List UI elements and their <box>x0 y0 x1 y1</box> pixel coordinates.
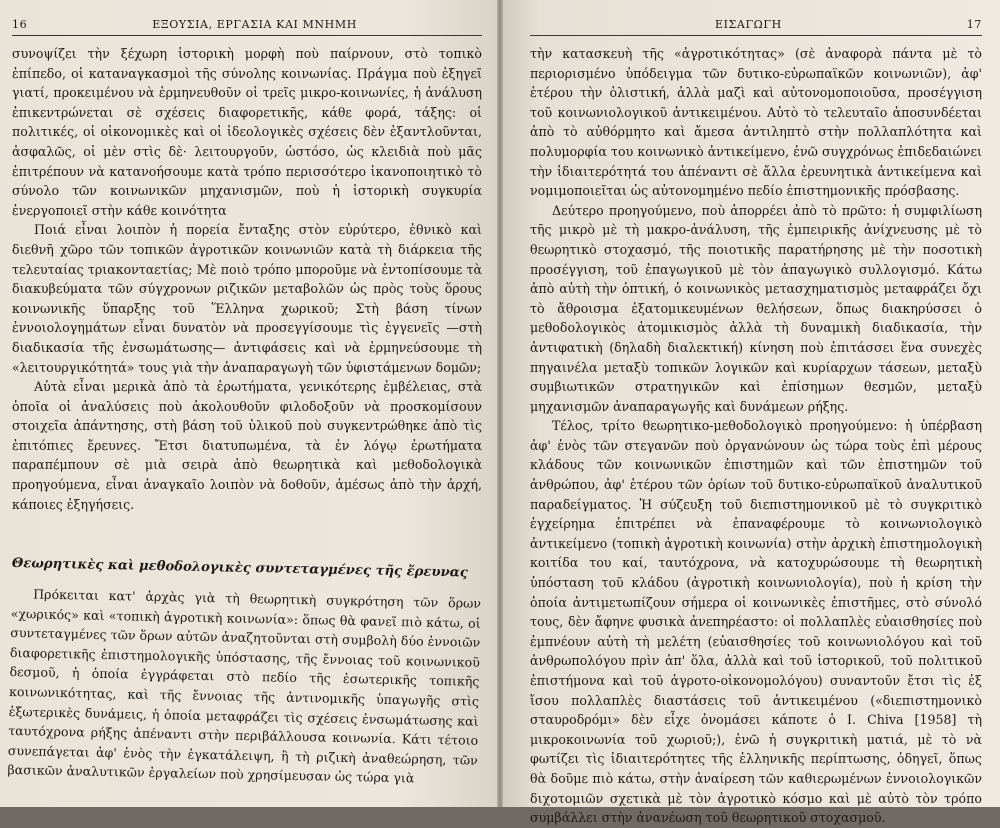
right-page-header <box>530 18 982 36</box>
section-heading: Θεωρητικὲς καὶ μεθοδολογικὲς συντεταγμένες τῆς ἔρευνας <box>11 556 469 581</box>
left-page <box>0 0 500 807</box>
book-gutter <box>497 0 503 807</box>
section <box>7 554 482 790</box>
right-page <box>500 0 1000 826</box>
paragraph: Τέλος, τρίτο θεωρητικο-μεθοδολογικὸ προηγούμενο: ἡ ὑπέρβαση ἀφ' ἑνὸς τῶν στεγανῶν ποὺ ὀργανώνουν ὡς τώρα τοὺς ἐπὶ μέρους κλάδους τῶν κοινωνικῶν ἐπιστημῶν καὶ τῶν ἐπιστημῶν τοῦ ἀνθρώπου, ἀφ' ἑτέρου τῶν ὁρίων τοῦ δυτικο-εὐρωπαϊκοῦ ἀναλυτικοῦ παραδείγματος. Ἡ σύζευξη τοῦ διεπιστημονικοῦ μὲ τὸ συγκριτικὸ ἐγχείρημα ἐπιτρέπει νὰ ἐπαναφέρουμε τὸ κοινωνιολογικὸ ἀντικείμενο (τοπικὴ ἀγροτικὴ κοινωνία) στὴν ἀρχικὴ ἐπιστημολογικὴ κοιτίδα του καί, ταυτόχρονα, νὰ κατοχυρώσουμε τὴ θεωρητικὴ ὑπόσταση τοῦ κλάδου (ἀγροτικὴ κοινωνιολογία), ποὺ ἡ κρίση τὴν ὁποία ἀντιμετωπίζουν σήμερα οἱ κοινωνικὲς ἐπιστῆμες, στὸ σύνολό τους, δὲν ἄφηνε φυσικὰ ἀνεπηρέαστο: οἱ πολλαπλὲς εὐαισθησίες ποὺ ἐμπνέουν αὐτὴ τὴ μελέτη (εὐαισθησίες τοῦ κοινωνιολόγου καὶ τοῦ ἀνθρωπολόγου πρὶν ἀπ' ὅλα, ἀλλὰ καὶ τοῦ ἱστορικοῦ, τοῦ πολιτικοῦ ἐπιστήμονα καὶ τοῦ ἀγροτο-οἰκονομολόγου) συναντοῦν ἔτσι τὶς ἐξ ἴσου πολλαπλὲς διαστάσεις τοῦ ἀντικειμένου («διεπιστημονικὸ σταυροδρόμι» δὲν εἶχε ὀνομάσει κάποτε ὁ I. Chiva [1958] τὴ μικροκοινωνία τοῦ χωριοῦ;), ἐνῶ ἡ συγκριτικὴ ματιά, μὲ τὸ νὰ φωτίζει τὶς ἰδιαιτερότητες τῆς ἑλληνικῆς περίπτωσης, ὁδηγεῖ, ὅπως θὰ δοῦμε πιὸ κάτω, στὴν ἀναίρεση τῶν καθιερωμένων ἐννοιολογικῶν διχοτομιῶν σχετικὰ μὲ τὸν ἀγροτικὸ κόσμο καὶ μὲ αὐτὸ τὸν τρόπο συμβάλλει στὴν ἀνανέωση τοῦ θεωρητικοῦ στοχασμοῦ. <box>530 418 982 826</box>
running-head: ΕΞΟΥΣΙΑ, ΕΡΓΑΣΙΑ ΚΑΙ ΜΝΗΜΗ <box>152 18 357 31</box>
page-number: 16 <box>12 18 28 31</box>
running-head: ΕΙΣΑΓΩΓΗ <box>714 18 782 31</box>
left-page-header <box>12 18 482 36</box>
paragraph: συνοψίζει τὴν ξέχωρη ἱστορικὴ μορφὴ ποὺ παίρνουν, στὸ τοπικὸ ἐπίπεδο, οἱ καταναγκασμοὶ τῆς σύνολης κοινωνίας. Πράγμα ποὺ ἐξηγεῖ γιατί, προκειμένου νὰ ἑρμηνευθοῦν οἱ τρεῖς μικρο-κοινωνίες, ἡ ἀνάλυση ἐπικεντρώνεται σὲ σχέσεις διαφορετικῆς, κάθε φορά, τάξης: οἱ πολιτικές, οἱ οἰκονομικὲς καὶ οἱ ἰδεολογικὲς σχέσεις δὲν ἐξαντλοῦνται, ἀσφαλῶς, οἱ μὲν στὶς δὲ· λειτουργοῦν, ὡστόσο, ὡς κλειδιὰ ποὺ μᾶς ἐπιτρέπουν νὰ κατανοήσουμε κατὰ τρόπο περισσότερο ἱκανοποιητικὸ τὸ σύνολο τῶν κοινωνικῶν μηχανισμῶν, ποὺ ἡ ἱστορικὴ συγκυρία ἐνεργοποιεῖ στὴν κάθε κοινότητα <box>12 46 482 218</box>
paragraph: Αὐτὰ εἶναι μερικὰ ἀπὸ τὰ ἐρωτήματα, γενικότερης ἐμβέλειας, στὰ ὁποῖα οἱ ἀναλύσεις ποὺ ἀκολουθοῦν φιλοδοξοῦν νὰ προσκομίσουν στοιχεῖα ἀπάντησης, στὴ βάση τοῦ ὑλικοῦ ποὺ συγκεντρώθηκε ἀπὸ τὶς ἐπιτόπιες ἔρευνες. Ἔτσι διατυπωμένα, τὰ ἐν λόγῳ ἐρωτήματα παραπέμπουν σὲ μιὰ σειρὰ ἀπὸ θεωρητικὰ καὶ μεθοδολογικὰ προηγούμενα, εἶναι ἀναγκαῖο λοιπὸν νὰ δοθοῦν, ἀμέσως ἀπὸ τὴν ἀρχή, κάποιες ἐξηγήσεις. <box>12 379 482 512</box>
paragraph: Πρόκειται κατ' ἀρχὰς γιὰ τὴ θεωρητικὴ συγκρότηση τῶν ὅρων «χωρικός» καὶ «τοπικὴ ἀγροτικὴ κοινωνία»: ὅπως θὰ φανεῖ πιὸ κάτω, οἱ συντεταγμένες τῶν ὅρων αὐτῶν ἀναζητοῦνται στὴ συμβολὴ δύο ἐννοιῶν διαφορετικῆς ἐπιστημολογικῆς ὑπόστασης, τῆς ἔννοιας τοῦ κοινωνικοῦ δεσμοῦ, ἡ ὁποία ἐγγράφεται στὸ πεδίο τῆς ἐσωτερικῆς τοπικῆς κοινωνικότητας, καὶ τῆς ἔννοιας τῆς ἀντινομικῆς ὑπαγωγῆς στὶς ἐξωτερικὲς δυνάμεις, ἡ ὁποία μεταφράζει τὶς σχέσεις ἐνσωμάτωσης καὶ ταυτόχρονα ρήξης ἀπέναντι στὴν περιβάλλουσα κοινωνία. Κάτι τέτοιο συνεπάγεται ἀφ' ἑνὸς τὴν ἐγκατάλειψη, ἢ τὴ ριζικὴ ἀναθεώρηση, τῶν βασικῶν ἀναλυτικῶν ἐργαλείων ποὺ χρησίμευσαν ὡς τώρα γιὰ <box>7 586 482 787</box>
page-number: 17 <box>966 18 982 31</box>
right-page-text <box>530 44 982 828</box>
paragraph: Ποιά εἶναι λοιπὸν ἡ πορεία ἔνταξης στὸν εὐρύτερο, ἐθνικὸ καὶ διεθνῆ χῶρο τῶν τοπικῶν ἀγροτικῶν κοινωνιῶν κατὰ τὴ διάρκεια τῆς τελευταίας τριακονταετίας; Μὲ ποιὸ τρόπο μποροῦμε νὰ ἐντοπίσουμε τὰ διακυβεύματα τῶν σύγχρονων ριζικῶν μεταβολῶν ὡς πρὸς τοὺς ὅρους κοινωνικῆς ὕπαρξης τοῦ Ἕλληνα χωρικοῦ; Στὴ βάση τίνων ἐννοιολογημάτων εἶναι δυνατὸν νὰ προσεγγίσουμε τὶς ἐγγενεῖς —στὴ διαδικασία τῆς ἐνσωμάτωσης— ἀντιφάσεις καὶ νὰ ἑρμηνεύσουμε τὴ «λειτουργικότητά» τους γιὰ τὴν ἀναπαραγωγὴ τῶν ὑφιστάμενων δομῶν; <box>12 222 482 375</box>
paragraph: Δεύτερο προηγούμενο, ποὺ ἀπορρέει ἀπὸ τὸ πρῶτο: ἡ συμφιλίωση τῆς μικρὸ μὲ τὴ μακρο-ἀνάλυση, τῆς ἐμπειρικῆς ἀνίχνευσης μὲ τὸ θεωρητικὸ στοχασμό, τῆς ποιοτικῆς παρατήρησης μὲ τὴν ποσοτικὴ προσέγγιση, τοῦ ἐπαγωγικοῦ μὲ τὸν ἀπαγωγικὸ συλλογισμό. Κάτω ἀπὸ αὐτὴ τὴν ὀπτική, ὁ κοινωνικὸς μετασχηματισμὸς μεταφράζει ὄχι τὸ ἄθροισμα ἐξατομικευμένων θελήσεων, ὅπως διακηρύσσει ὁ μεθοδολογικὸς ἀτομικισμὸς ἀλλὰ τὴ δυναμικὴ διαδικασία, τὴν ἀντιφατικὴ (δηλαδὴ διαλεκτική) κίνηση ποὺ ἐπιτάσσει ἕνα συνεχὲς πηγαινέλα μεταξὺ τοπικῶν λογικῶν καὶ κυρίαρχων τάσεων, μεταξὺ συμβιωτικῶν στρατηγικῶν καὶ ἐπίσημων θεσμῶν, μεταξὺ μηχανισμῶν ἀναπαραγωγῆς καὶ δυνάμεων ρήξης. <box>530 202 982 414</box>
left-page-text <box>7 44 482 787</box>
paragraph: τὴν κατασκευὴ τῆς «ἀγροτικότητας» (σὲ ἀναφορὰ πάντα μὲ τὸ περιορισμένο ὑπόδειγμα τῶν δυτικο-εὐρωπαϊκῶν κοινωνιῶν), ἀφ' ἑτέρου τὴν ὁλιστική, ἀλλὰ μαζὶ καὶ αὐτονομοποιοῦσα, προσέγγιση τοῦ κοινωνιολογικοῦ ἀντικειμένου. Αὐτὸ τὸ τελευταῖο ἀποσυνδέεται ἀπὸ τὸ αὐθόρμητο καὶ ἄμεσα ἀντιληπτὸ στὴν πολλαπλότητα καὶ πολυμορφία του κοινωνικὸ ἀντικείμενο, ἐνῶ συγχρόνως ἐπιδεδαιώνει τὴν ἰδιαιτερότητά του ἀπέναντι σὲ ἄλλα ἐρευνητικὰ ἀντικείμενα καὶ νομιμοποιεῖται ὡς αὐτονομημένο πεδίο ἐπιστημονικῆς πρόσβασης. <box>530 46 982 199</box>
